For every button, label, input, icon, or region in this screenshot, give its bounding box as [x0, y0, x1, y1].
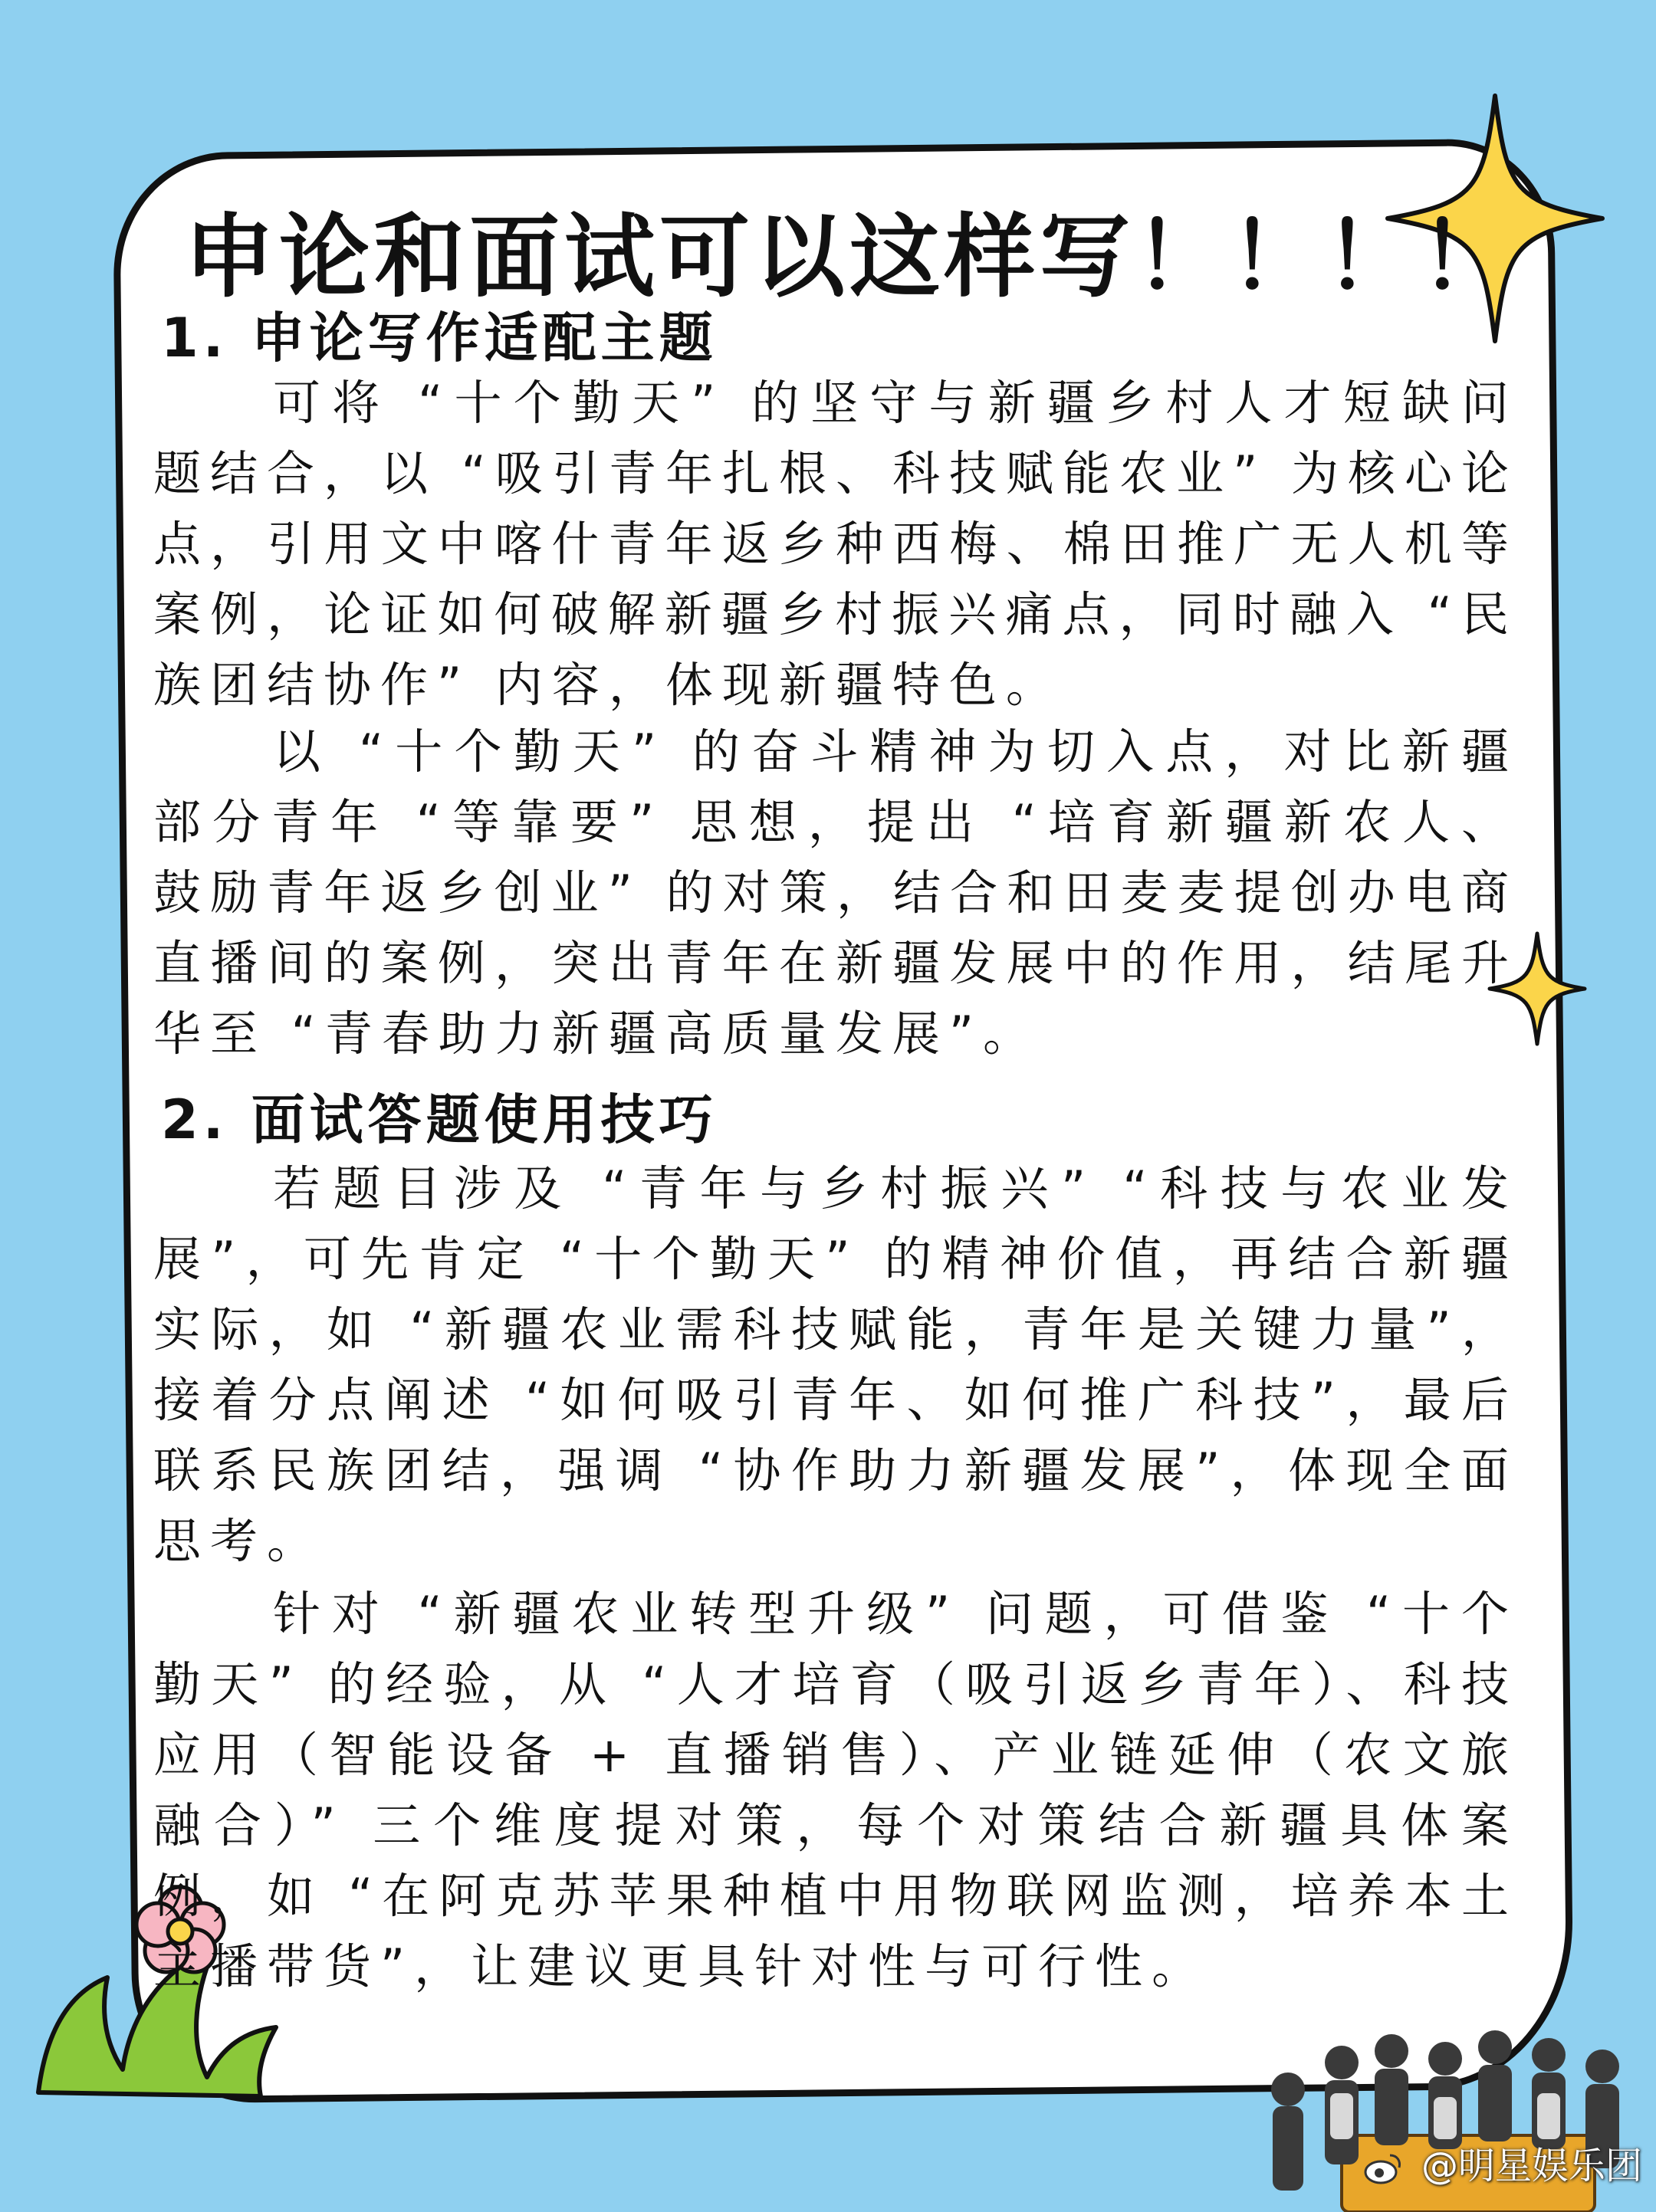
section-2-paragraph-1: 若题目涉及 “青年与乡村振兴” “科技与农业发展”，可先肯定 “十个勤天” 的精神价值，再结合新疆实际，如 “新疆农业需科技赋能，青年是关键力量”，接着分点阐述 “如何吸引青年、如何推广科技”，最后联系民族团结，强调 “协作助力新疆发展”，体现全面思考。	[153, 1160, 1518, 1569]
section-1-paragraph-2: 以 “十个勤天” 的奋斗精神为切入点，对比新疆部分青年 “等靠要” 思想，提出 “培育新疆新农人、鼓励青年返乡创业” 的对策，结合和田麦麦提创办电商直播间的案例，突出青年在新疆发展中的作用，结尾升华至 “青春助力新疆高质量发展”。	[153, 724, 1518, 1062]
section-1-heading: 1. 申论写作适配主题	[161, 307, 718, 369]
weibo-logo-icon	[1362, 2148, 1404, 2189]
watermark-text: @明星娱乐团	[1421, 2145, 1642, 2187]
weibo-watermark	[1362, 2136, 1642, 2189]
section-2-paragraph-2: 针对 “新疆农业转型升级” 问题，可借鉴 “十个勤天” 的经验，从 “人才培育（吸引返乡青年）、科技应用（智能设备 + 直播销售）、产业链延伸（农文旅融合）” 三个维度提对策，每个对策结合新疆具体案例，如 “在阿克苏苹果种植中用物联网监测，培养本土主播带货”，让建议更具针对性与可行性。	[153, 1586, 1518, 1994]
section-2-heading: 2. 面试答题使用技巧	[161, 1088, 718, 1151]
page-title: 申论和面试可以这样写！！！！	[184, 204, 1516, 310]
section-1-paragraph-1: 可将 “十个勤天” 的坚守与新疆乡村人才短缺问题结合，以 “吸引青年扎根、科技赋能农业” 为核心论点，引用文中喀什青年返乡种西梅、棉田推广无人机等案例，论证如何破解新疆乡村振兴痛点，同时融入 “民族团结协作” 内容，体现新疆特色。	[153, 375, 1518, 713]
